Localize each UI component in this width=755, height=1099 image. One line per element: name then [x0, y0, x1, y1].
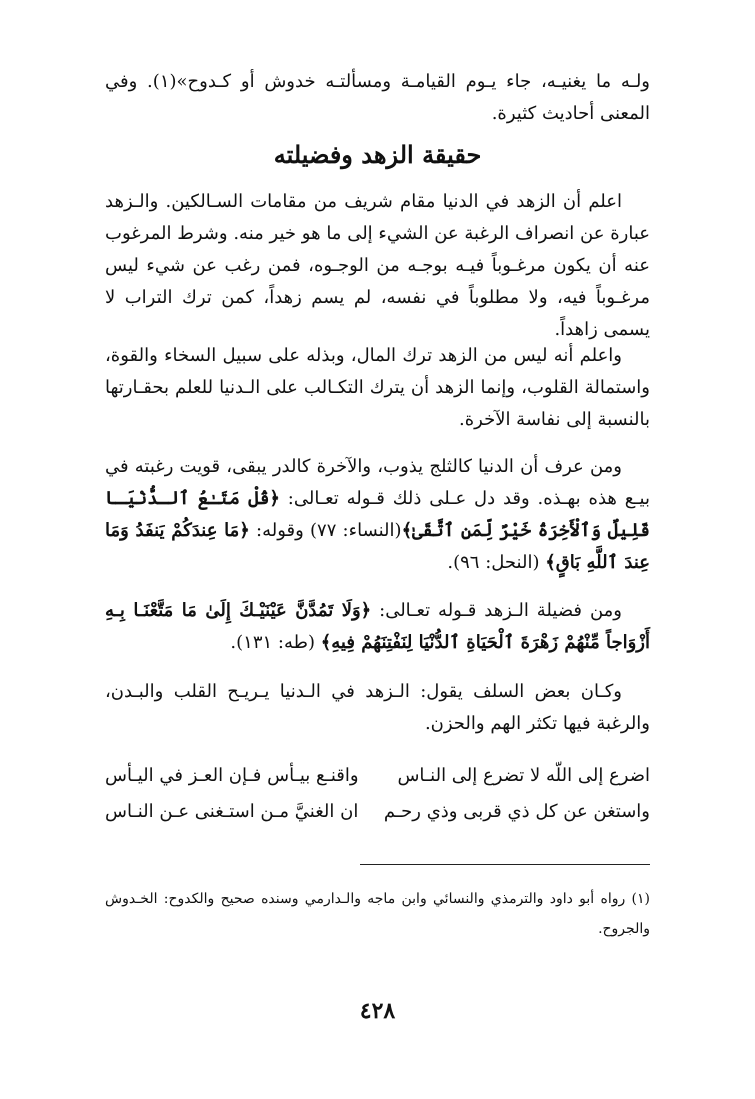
quran-verse: ﴿قُلْ مَتَـٰعُ ٱلـدُّنْيَـا قَلِيلٌ وَٱلْأَخِرَةُ خَيْرٌ لِّمَنِ ٱتَّقَىٰ﴾ [105, 488, 650, 541]
poem-first-hemistich: واستغن عن كل ذي قربى وذي رحـم [383, 801, 650, 822]
poem-line [105, 794, 650, 830]
quran-verse: ﴿وَلَا تَمُدَّنَّ عَيْنَيْـكَ إِلَىٰ مَا مَتَّعْنَـا بِـهِ أَزْوَاجاً مِّنْهُمْ زَهْرَةَ ٱلْحَيَاةِ ٱلدُّنْيَا لِنَفْتِنَهُمْ فِيهِ﴾ [105, 600, 650, 653]
paragraph-text: (طه: ١٣١). [230, 632, 321, 653]
paragraph-text: (النحل: ٩٦). [447, 552, 546, 573]
paragraph-text: (النساء: ٧٧) وقوله: [249, 520, 402, 541]
poem [105, 758, 650, 830]
paragraph-snow-pearl [105, 451, 650, 579]
intro-paragraph: ولـه ما يغنيـه، جاء يـوم القيامـة ومسألتـه خدوش أو كـدوح»(١). وفي المعنى أحاديث كثيرة. [105, 71, 650, 124]
paragraph-definition: اعلم أن الزهد في الدنيا مقام شريف من مقامات السـالكين. والـزهد عبارة عن انصراف الرغبة عن الشيء إلى ما هو خير منه. وشرط المرغوب عنه أن يكون مرغـوباً فيـه بوجـه من الوجـوه، فمن رغب عن شيء ليس مرغـوباً فيه، ولا مطلوباً في نفسه، لم يسم زهداً، كمن ترك التراب لا يسمى زاهداً. [105, 191, 650, 340]
poem-second-hemistich: ان الغنيَّ مـن استـغنى عـن النـاس [105, 801, 359, 822]
section-heading: حقيقة الزهد وفضيلته [273, 140, 482, 169]
page-number: ٤٢٨ [359, 998, 396, 1024]
paragraph-wealth: واعلم أنه ليس من الزهد ترك المال، وبذله على سبيل السخاء والقوة، واستمالة القلوب، وإنما الزهد أن يترك التكـالب على الـدنيا للعلم بحقـارتها بالنسبة إلى نفاسة الآخرة. [105, 345, 650, 430]
footnote: (١) رواه أبو داود والترمذي والنسائي وابن ماجه والـدارمي وسنده صحيح والكدوح: الخـدوش والجروح. [105, 891, 650, 937]
paragraph-text: ومن عرف أن الدنيا كالثلج يذوب، والآخرة كالدر يبقى، قويت رغبته في بيـع هذه بهـذه. وقد دل عـلى ذلك قـوله تعـالى: [105, 456, 651, 509]
paragraph-virtue [105, 595, 650, 659]
poem-first-hemistich: اضرع إلى اللّه لا تضرع إلى النـاس [397, 765, 650, 786]
poem-second-hemistich: واقنـع بيـأس فـإن العـز في اليـأس [105, 765, 359, 786]
paragraph-text: ومن فضيلة الـزهد قـوله تعـالى: [371, 600, 622, 621]
footnote-divider [360, 864, 650, 865]
poem-line [105, 758, 650, 794]
quran-verse: ﴿مَا عِندَكُمْ يَنفَدُ وَمَا عِندَ ٱللَّهِ بَاقٍ﴾ [105, 520, 650, 573]
paragraph-salaf: وكـان بعض السلف يقول: الـزهد في الـدنيا يـريـح القلب والبـدن، والرغبة فيها تكثر الهم والحزن. [105, 681, 650, 734]
